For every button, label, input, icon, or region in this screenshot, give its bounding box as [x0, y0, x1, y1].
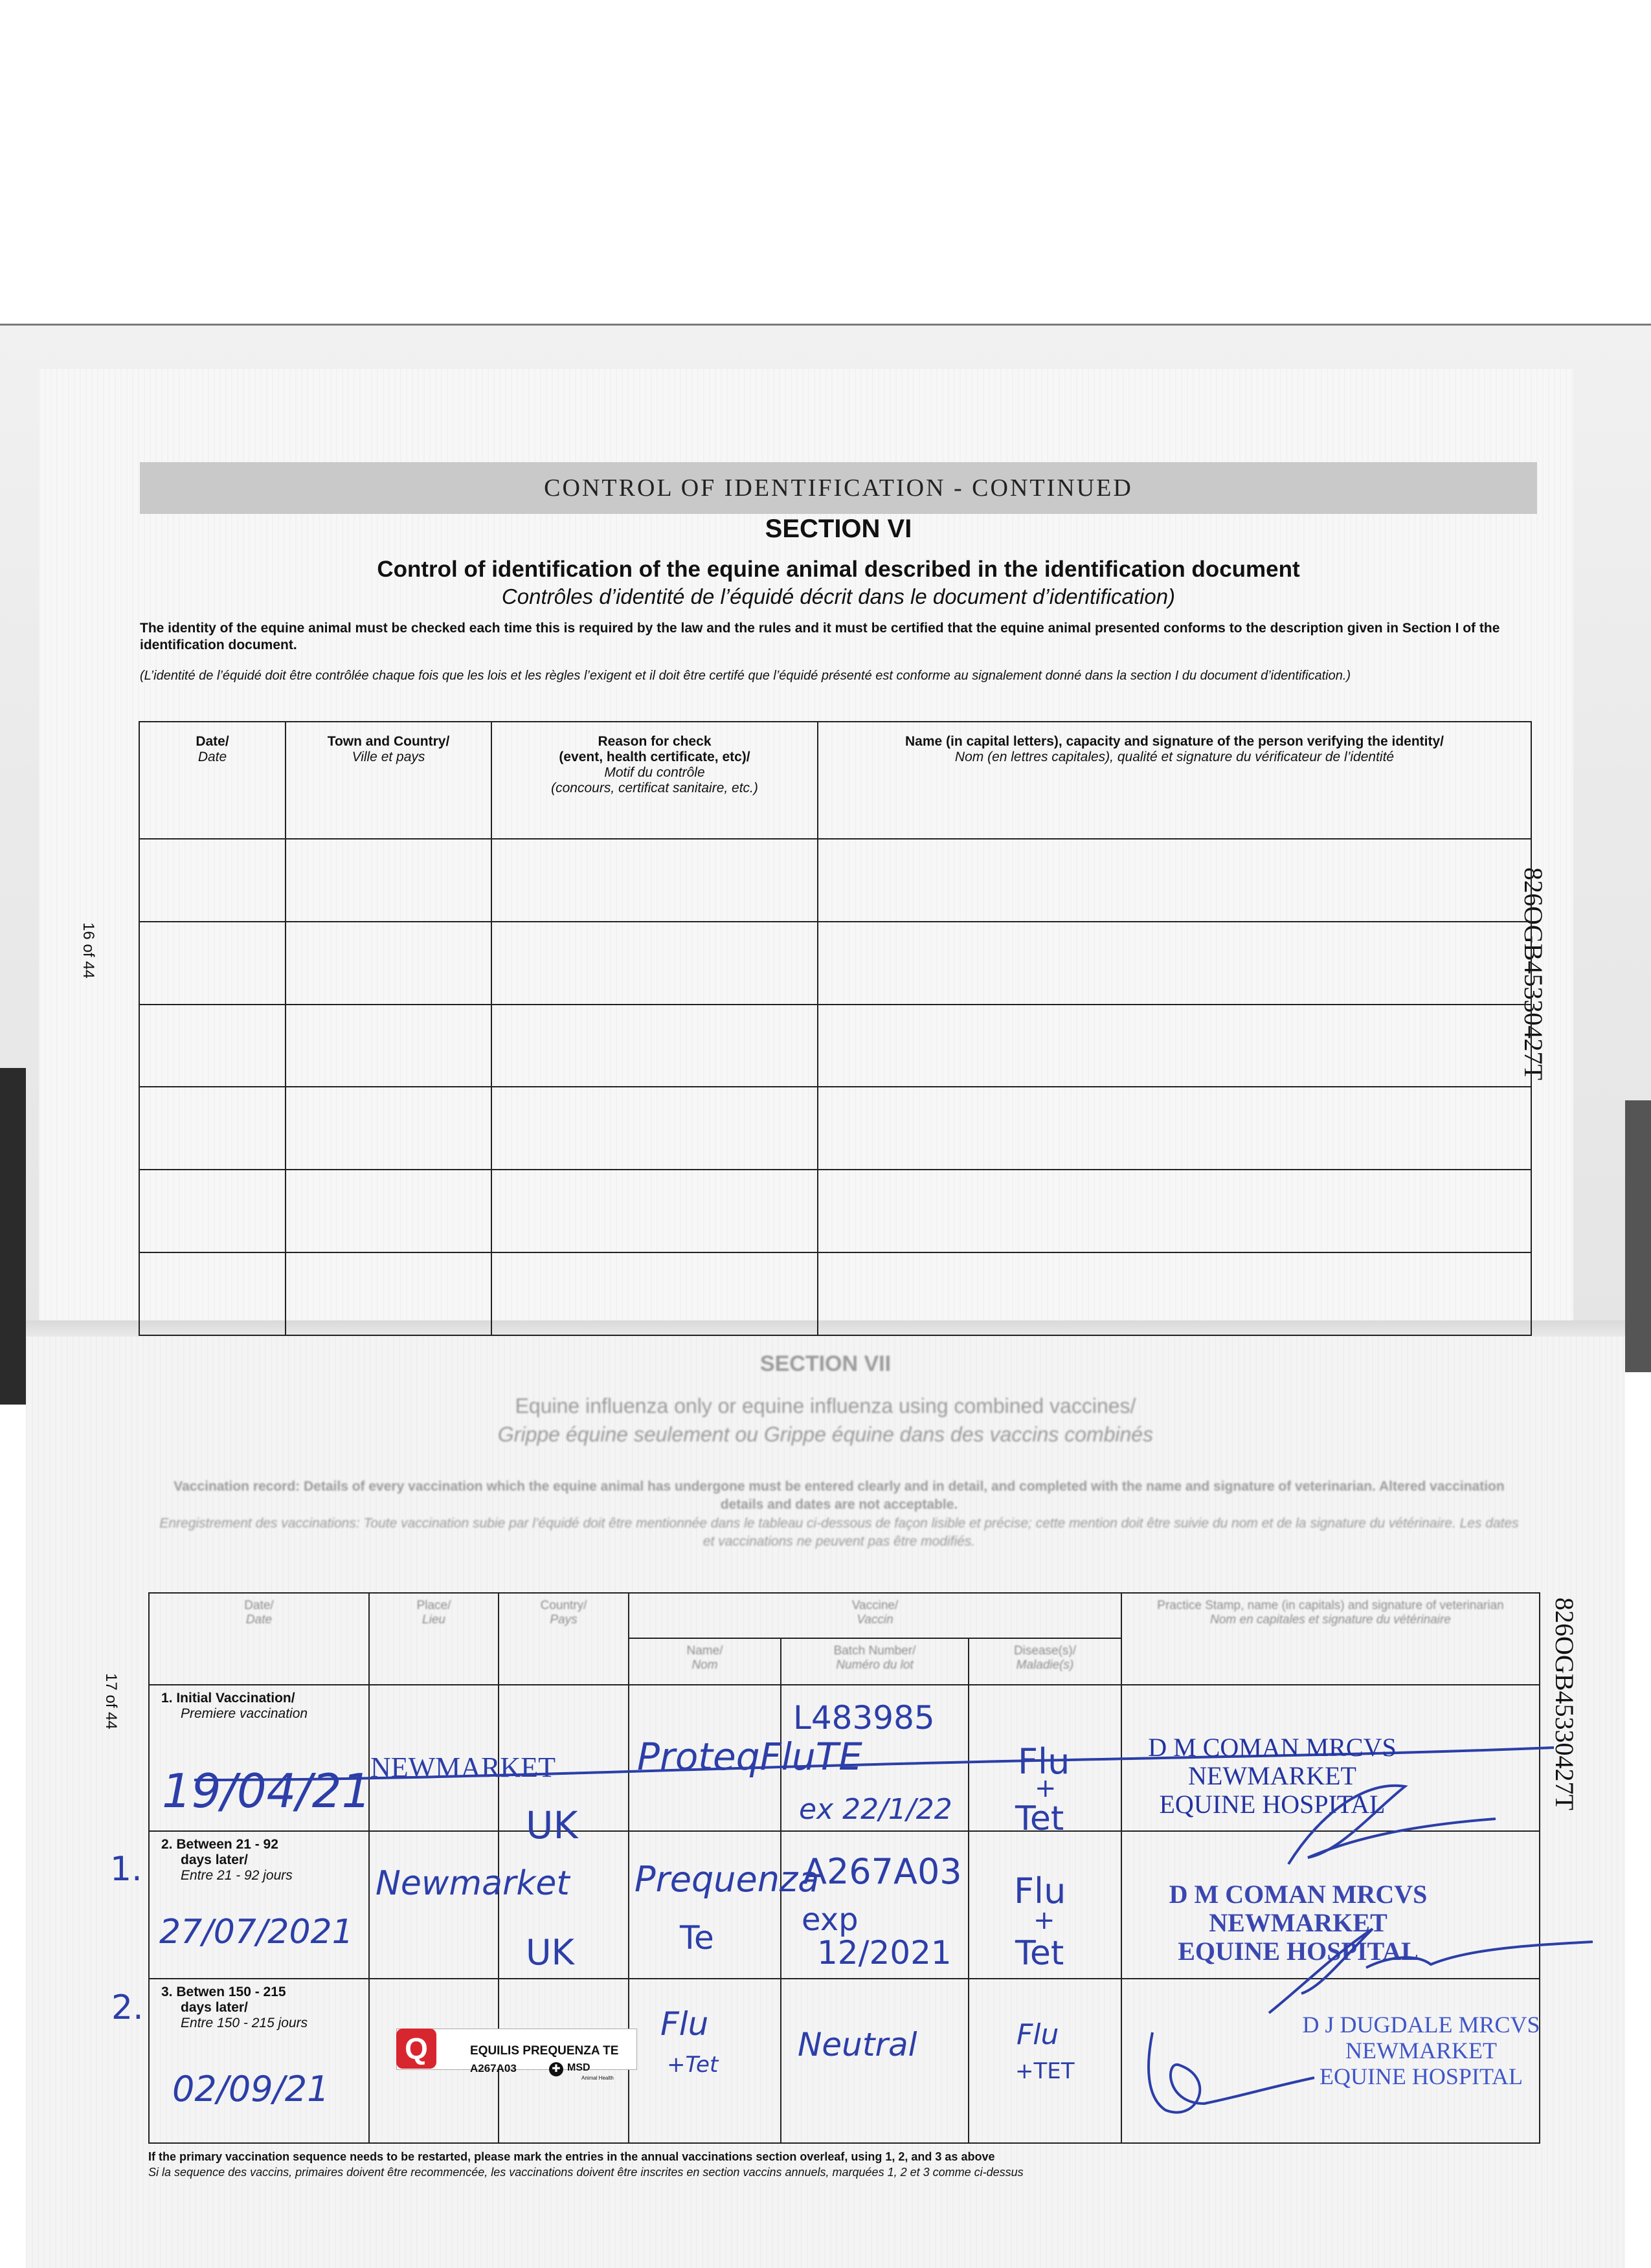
row1-stamp-line2: NEWMARKET [1188, 1761, 1356, 1790]
scanner-edge-right [1625, 1100, 1651, 1372]
cell-reason[interactable] [491, 839, 818, 922]
section-vi-heading-en: Control of identification of the equine animal described in the identification document [377, 557, 1300, 582]
footnote-en: If the primary vaccination sequence needs to be restarted, please mark the entries in the annual vaccinations section overleaf, using 1, 2, and 3 as above [148, 2150, 995, 2163]
cell-verifier[interactable] [818, 1170, 1531, 1252]
section-vii-title: SECTION VII [759, 1351, 892, 1376]
row1-disease-1: Flu [1018, 1741, 1070, 1782]
row3-label-en2: days later/ [181, 2000, 248, 2015]
row1-batch-handwritten: L483985 [793, 1699, 935, 1737]
row3-batch-handwritten: Neutral [798, 2026, 917, 2063]
row2-vaccine-name-2: Te [680, 1919, 714, 1957]
header-verifier [818, 722, 1531, 839]
header-date-en: Date/ [196, 734, 229, 749]
cell-town[interactable] [286, 1252, 491, 1335]
row2-stamp-line3: EQUINE HOSPITAL [1178, 1937, 1419, 1966]
row3-label-en: 3. Betwen 150 - 215 [161, 1984, 286, 1999]
header-town-fr: Ville et pays [352, 750, 425, 764]
header-town-country [286, 722, 491, 839]
cell-reason[interactable] [491, 1252, 818, 1335]
header-date [149, 1593, 369, 1685]
header-town-en: Town and Country/ [327, 734, 450, 749]
cell-town[interactable] [286, 1005, 491, 1087]
sticker-brand-sub: Animal Health [581, 2075, 614, 2081]
page-number-16: 16 of 44 [80, 922, 97, 979]
cell-verifier[interactable] [818, 1005, 1531, 1087]
row1-disease-plus: + [1035, 1773, 1057, 1803]
table-row [139, 1087, 1531, 1170]
section-vii-heading-fr: Grippe équine seulement ou Grippe équine dans des vaccins combinés [497, 1423, 1154, 1446]
identity-check-table [139, 721, 1532, 1336]
header-name-en: Name/ [686, 1644, 723, 1658]
row3-margin-mark: 2. [111, 1988, 144, 2027]
table-row [139, 1252, 1531, 1335]
passport-serial-bottom: 826OGB45330427T [1550, 1597, 1579, 1810]
header-stamp-fr: Nom en capitales et signature du vétérinaire [1210, 1613, 1451, 1627]
row3-label-fr: Entre 150 - 215 jours [181, 2016, 308, 2030]
row1-expiry-handwritten: ex 22/1/22 [799, 1793, 952, 1826]
cell-reason[interactable] [491, 1087, 818, 1170]
row2-label-en: 2. Between 21 - 92 [161, 1837, 278, 1852]
section-vi-intro-en: The identity of the equine animal must be checked each time this is required by the law and the rules and it must be certified that the equine animal presented conforms to the description given in Section I of the identification document. [140, 621, 1500, 652]
header-batch-en: Batch Number/ [833, 1644, 916, 1658]
header-disease [969, 1638, 1121, 1685]
row2-expiry-label: exp [802, 1902, 859, 1938]
header-place-fr: Lieu [422, 1613, 445, 1627]
cell-reason[interactable] [491, 1005, 818, 1087]
header-stamp-en: Practice Stamp, name (in capitals) and signature of veterinarian [1157, 1599, 1504, 1612]
table-row [139, 839, 1531, 922]
header-reason [491, 722, 818, 839]
row2-stamp-line2: NEWMARKET [1209, 1908, 1387, 1937]
header-date [139, 722, 286, 839]
header-reason-fr2: (concours, certificat sanitaire, etc.) [551, 781, 758, 795]
cell-town[interactable] [286, 1087, 491, 1170]
row1-label-fr: Premiere vaccination [181, 1706, 308, 1721]
header-reason-en2: (event, health certificate, etc)/ [559, 750, 750, 764]
cell-date[interactable] [139, 1170, 286, 1252]
header-practice-stamp [1121, 1593, 1540, 1685]
row3-stamp-line1: D J DUGDALE MRCVS [1302, 2012, 1540, 2038]
row2-vaccine-name-handwritten: Prequenza [635, 1859, 820, 1900]
sticker-vaccine-name: EQUILIS PREQUENZA TE [470, 2044, 619, 2058]
row1-disease-2: Tet [1015, 1799, 1064, 1838]
cell-date[interactable] [139, 839, 286, 922]
row1-country-handwritten: UK [526, 1803, 578, 1847]
header-disease-en: Disease(s)/ [1013, 1644, 1077, 1658]
row2-label-en2: days later/ [181, 1852, 248, 1867]
header-country [499, 1593, 629, 1685]
page-number-17: 17 of 44 [102, 1673, 120, 1729]
row2-date-handwritten: 27/07/2021 [159, 1913, 354, 1951]
row2-vet-signature [1263, 1916, 1599, 2019]
row2-place-cell[interactable] [369, 1831, 499, 1979]
row1-stamp-line3: EQUINE HOSPITAL [1159, 1790, 1386, 1819]
header-reason-fr: Motif du contrôle [604, 765, 705, 780]
table-row [139, 1170, 1531, 1252]
cell-town[interactable] [286, 922, 491, 1005]
header-name-fr: Nom [691, 1658, 718, 1672]
section-vi-intro-fr: (L’identité de l’équidé doit être contrôlée chaque fois que les lois et les règles l’exigent et il doit être certifé que l’équidé présenté est conforme au signalement donné dans la section I du document d’identification.) [140, 669, 1351, 683]
cell-date[interactable] [139, 922, 286, 1005]
cell-date[interactable] [139, 1087, 286, 1170]
row3-disease-2: +TET [1015, 2058, 1075, 2084]
row3-stamp-line3: EQUINE HOSPITAL [1319, 2063, 1523, 2089]
row1-vaccine-name-handwritten: ProteqFluTE [637, 1735, 862, 1779]
row2-label-fr: Entre 21 - 92 jours [181, 1868, 293, 1883]
header-vaccine [629, 1593, 1121, 1638]
header-reason-en: Reason for check [598, 734, 712, 749]
row1-stamp-line1: D M COMAN MRCVS [1148, 1733, 1397, 1762]
section-banner: CONTROL OF IDENTIFICATION - CONTINUED [140, 462, 1537, 514]
header-place [369, 1593, 499, 1685]
row3-stamp-line2: NEWMARKET [1345, 2038, 1497, 2063]
header-vaccine-en: Vaccine/ [851, 1599, 899, 1612]
footnote-fr: Si la sequence des vaccins, primaires doivent être recommencée, les vaccinations doivent être inscrites en section vaccins annuels, marquées 1, 2 et 3 comme ci-dessus [148, 2166, 1024, 2179]
row1-place-handwritten: NEWMARKET [370, 1751, 556, 1783]
section-vi-heading-fr: Contrôles d’identité de l’équidé décrit dans le document d’identification) [501, 584, 1176, 608]
row2-batch-handwritten: A267A03 [803, 1851, 962, 1892]
row2-expiry-date: 12/2021 [817, 1934, 952, 1972]
cell-date[interactable] [139, 1005, 286, 1087]
row2-place-handwritten: Newmarket [376, 1864, 570, 1903]
header-country-en: Country/ [540, 1599, 587, 1612]
header-verifier-fr: Nom (en lettres capitales), qualité et signature du vérificateur de l’identité [954, 750, 1395, 764]
row2-disease-1: Flu [1014, 1871, 1066, 1911]
cell-reason[interactable] [491, 922, 818, 1005]
vaccination-record-fr: Enregistrement des vaccinations: Toute vaccination subie par l’équidé doit être mentionnée dans le tableau ci-dessous de façon lisible et précise; cette mention doit être suivie du nom et de la signature du vétérinaire. Les dates et vaccinations ne peuvent pas être modifiés. [159, 1516, 1519, 1549]
row2-disease-2: Tet [1015, 1934, 1064, 1973]
cell-date[interactable] [139, 1252, 286, 1335]
header-verifier-en: Name (in capital letters), capacity and signature of the person verifying the identity/ [904, 734, 1444, 749]
header-batch-fr: Numéro du lot [836, 1658, 914, 1672]
header-country-fr: Pays [550, 1613, 578, 1627]
header-place-en: Place/ [416, 1599, 451, 1612]
cell-town[interactable] [286, 1170, 491, 1252]
msd-logo-icon: ✚ [549, 2062, 563, 2076]
row3-date-handwritten: 02/09/21 [172, 2069, 330, 2109]
row2-stamp-line1: D M COMAN MRCVS [1169, 1880, 1428, 1909]
row2-country-handwritten: UK [526, 1932, 574, 1973]
header-date-fr: Date [245, 1613, 273, 1627]
row3-vaccine-name-handwritten: Flu [660, 2005, 709, 2043]
section-vi-title: SECTION VI [765, 515, 912, 543]
row1-vet-signature [1263, 1773, 1509, 1871]
row3-vet-stamp [1285, 2012, 1557, 2089]
table-row [139, 922, 1531, 1005]
header-vaccine-fr: Vaccin [857, 1613, 893, 1627]
vaccination-record-en: Vaccination record: Details of every vaccination which the equine animal has undergone must be entered clearly and in detail, and completed with the name and signature of veterinarian. Altered vaccination details and dates are not acceptable. [174, 1479, 1505, 1512]
cell-verifier[interactable] [818, 1087, 1531, 1170]
brand-q-icon: Q [396, 2029, 436, 2069]
row3-date-cell[interactable] [149, 1979, 369, 2143]
row2-disease-plus: + [1033, 1906, 1055, 1935]
header-date-en: Date/ [244, 1599, 274, 1612]
header-batch [781, 1638, 969, 1685]
header-disease-fr: Maladie(s) [1016, 1658, 1074, 1672]
row3-vet-signature [1127, 2026, 1321, 2123]
row3-vaccine-name-2: +Tet [667, 2052, 719, 2078]
cell-reason[interactable] [491, 1170, 818, 1252]
header-date-fr: Date [197, 750, 227, 764]
cell-verifier[interactable] [818, 922, 1531, 1005]
row1-label-en: 1. Initial Vaccination/ [161, 1691, 295, 1706]
row2-margin-mark: 1. [110, 1850, 142, 1889]
cell-town[interactable] [286, 839, 491, 922]
row2-date-cell[interactable] [149, 1831, 369, 1979]
header-vaccine-name [629, 1638, 781, 1685]
section-vii-heading-en: Equine influenza only or equine influenza using combined vaccines/ [515, 1394, 1136, 1418]
passport-serial-top: 826OGB45330427T [1519, 867, 1548, 1080]
cell-verifier[interactable] [818, 1252, 1531, 1335]
row3-disease-1: Flu [1016, 2018, 1059, 2051]
row1-date-handwritten: 19/04/21 [162, 1764, 372, 1818]
cell-verifier[interactable] [818, 839, 1531, 922]
sticker-brand: MSD [567, 2062, 590, 2073]
sticker-batch-number: A267A03 [470, 2062, 517, 2074]
table-row [139, 1005, 1531, 1087]
